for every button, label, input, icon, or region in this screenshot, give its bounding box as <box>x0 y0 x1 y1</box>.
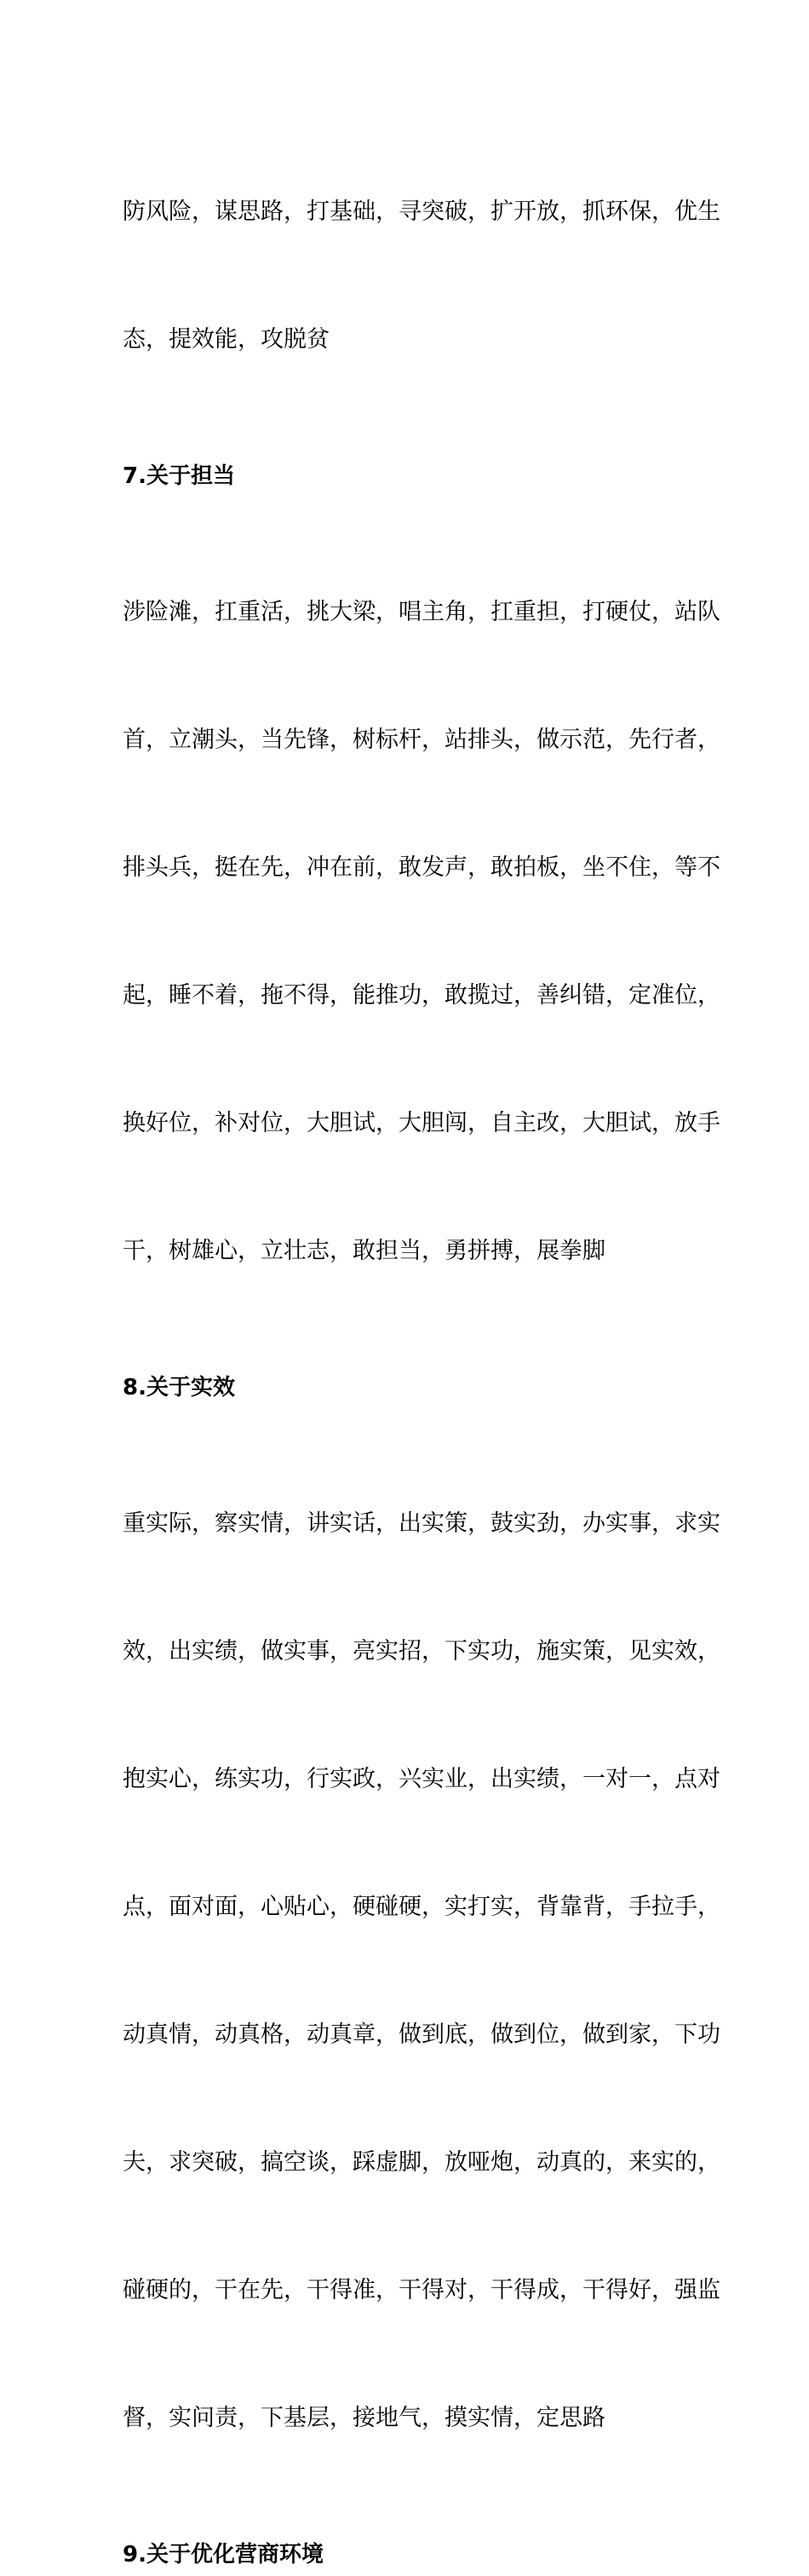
section-heading-9: 9.关于优化营商环境 <box>123 2542 324 2567</box>
paragraph-line: 排头兵，挺在先，冲在前，敢发声，敢拍板，坐不住，等不 <box>123 854 720 881</box>
paragraph-line: 夫，求突破，搞空谈，踩虚脚，放哑炮，动真的，来实的， <box>123 2149 720 2176</box>
section-8-paragraph <box>123 1417 720 2525</box>
paragraph-line: 效，出实绩，做实事，亮实招，下实功，施实策，见实效， <box>123 1638 720 1665</box>
paragraph-line: 换好位，补对位，大胆试，大胆闯，自主改，大胆试，放手 <box>123 1110 720 1136</box>
paragraph-line: 首，立潮头，当先锋，树标杆，站排头，做示范，先行者， <box>123 727 720 753</box>
paragraph-line: 防风险，谋思路，打基础，寻突破，扩开放，抓环保，优生 <box>123 198 720 225</box>
section-heading-7: 7.关于担当 <box>123 463 235 489</box>
section-7-paragraph <box>123 506 720 1358</box>
paragraph-line: 起，睡不着，拖不得，能推功，敢揽过，善纠错，定准位， <box>123 982 720 1009</box>
document-page <box>123 106 720 2576</box>
intro-paragraph <box>123 106 720 446</box>
paragraph-line: 碰硬的，干在先，干得准，干得对，干得成，干得好，强监 <box>123 2277 720 2303</box>
section-heading-8: 8.关于实效 <box>123 1375 235 1400</box>
paragraph-line: 动真情，动真格，动真章，做到底，做到位，做到家，下功 <box>123 2021 720 2048</box>
paragraph-line: 点，面对面，心贴心，硬碰硬，实打实，背靠背，手拉手， <box>123 1894 720 1920</box>
paragraph-line: 涉险滩，扛重活，挑大梁，唱主角，扛重担，打硬仗，站队 <box>123 599 720 625</box>
paragraph-line: 干，树雄心，立壮志，敢担当，勇拼搏，展拳脚 <box>123 1238 605 1264</box>
paragraph-line: 态，提效能，攻脱贫 <box>123 326 330 353</box>
paragraph-line: 重实际，察实情，讲实话，出实策，鼓实劲，办实事，求实 <box>123 1510 720 1537</box>
paragraph-line: 抱实心，练实功，行实政，兴实业，出实绩，一对一，点对 <box>123 1766 720 1792</box>
paragraph-line: 督，实问责，下基层，接地气，摸实情，定思路 <box>123 2405 605 2431</box>
